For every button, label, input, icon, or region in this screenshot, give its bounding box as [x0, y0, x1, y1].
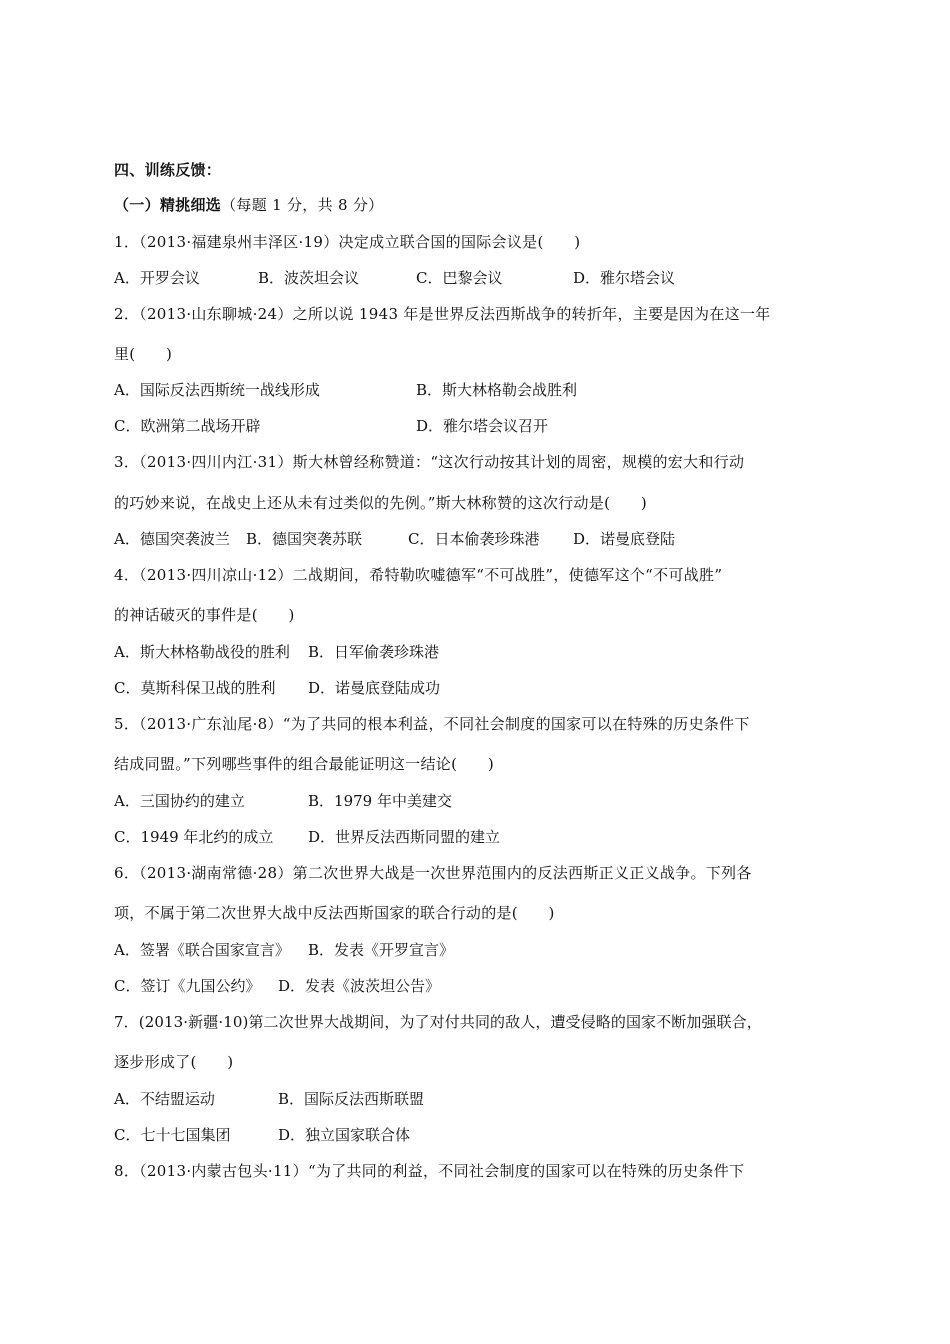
- q5-option-b: B．1979 年中美建交: [308, 792, 452, 810]
- q7-option-b: B．国际反法西斯联盟: [278, 1090, 425, 1108]
- q5-option-c: C．1949 年北约的成立: [114, 828, 274, 846]
- q5-option-a: A．三国协约的建立: [114, 792, 245, 810]
- question-5-stem-line-1: 5．（2013·广东汕尾·8）“为了共同的根本利益，不同社会制度的国家可以在特殊的历史条件下: [114, 715, 750, 733]
- q2-option-c: C．欧洲第二战场开辟: [114, 417, 261, 435]
- question-7-stem-line-1: 7．(2013·新疆·10)第二次世界大战期间，为了对付共同的敌人，遭受侵略的国家不断加强联合，: [114, 1013, 762, 1031]
- q6-option-d: D．发表《波茨坦公告》: [278, 977, 441, 995]
- question-7-stem-line-2: 逐步形成了( ): [114, 1053, 234, 1071]
- question-8-stem-line-1: 8．（2013·内蒙古包头·11）“为了共同的利益，不同社会制度的国家可以在特殊的历史条件下: [114, 1162, 745, 1180]
- q3-option-c: C．日本偷袭珍珠港: [408, 530, 540, 548]
- question-2-stem-line-2: 里( ): [114, 345, 173, 363]
- question-3-stem-line-1: 3．（2013·四川内江·31）斯大林曾经称赞道：“这次行动按其计划的周密，规模的宏大和行动: [114, 453, 745, 471]
- question-3-stem-line-2: 的巧妙来说，在战史上还从未有过类似的先例。”斯大林称赞的这次行动是( ): [114, 494, 647, 512]
- q3-option-d: D．诺曼底登陆: [573, 530, 676, 548]
- q4-option-d: D．诺曼底登陆成功: [308, 679, 441, 697]
- q1-option-b: B．波茨坦会议: [258, 269, 360, 287]
- q6-option-b: B．发表《开罗宣言》: [308, 941, 455, 959]
- question-1-stem: 1．（2013·福建泉州丰泽区·19）决定成立联合国的国际会议是( ): [114, 233, 581, 251]
- q7-option-d: D．独立国家联合体: [278, 1126, 411, 1144]
- q3-option-a: A．德国突袭波兰: [114, 530, 230, 548]
- q1-option-a: A．开罗会议: [114, 269, 200, 287]
- question-5-stem-line-2: 结成同盟。”下列哪些事件的组合最能证明这一结论( ): [114, 755, 494, 773]
- q5-option-d: D．世界反法西斯同盟的建立: [308, 828, 501, 846]
- q2-option-a: A．国际反法西斯统一战线形成: [114, 381, 320, 399]
- q2-option-b: B．斯大林格勒会战胜利: [416, 381, 578, 399]
- subsection-heading: [114, 195, 383, 215]
- q3-option-b: B．德国突袭苏联: [246, 530, 363, 548]
- question-6-stem-line-2: 项，不属于第二次世界大战中反法西斯国家的联合行动的是( ): [114, 904, 555, 922]
- q4-option-c: C．莫斯科保卫战的胜利: [114, 679, 276, 697]
- question-4-stem-line-2: 的神话破灭的事件是( ): [114, 606, 295, 624]
- question-2-stem-line-1: 2．（2013·山东聊城·24）之所以说 1943 年是世界反法西斯战争的转折年，主要是因为在这一年: [114, 305, 771, 323]
- question-6-stem-line-1: 6．（2013·湖南常德·28）第二次世界大战是一次世界范围内的反法西斯正义正义战争。下列各: [114, 864, 752, 882]
- q1-option-c: C．巴黎会议: [416, 269, 503, 287]
- subsection-note: （每题 1 分，共 8 分）: [221, 196, 384, 214]
- q4-option-a: A．斯大林格勒战役的胜利: [114, 643, 290, 661]
- q4-option-b: B．日军偷袭珍珠港: [308, 643, 440, 661]
- section-heading: 四、训练反馈：: [114, 161, 222, 179]
- q7-option-a: A．不结盟运动: [114, 1090, 215, 1108]
- q2-option-d: D．雅尔塔会议召开: [416, 417, 549, 435]
- q7-option-c: C．七十七国集团: [114, 1126, 231, 1144]
- q6-option-a: A．签署《联合国家宣言》: [114, 941, 290, 959]
- q6-option-c: C．签订《九国公约》: [114, 977, 261, 995]
- q1-option-d: D．雅尔塔会议: [573, 269, 676, 287]
- question-4-stem-line-1: 4．（2013·四川凉山·12）二战期间，希特勒吹嘘德军“不可战胜”，使德军这个“不可战胜”: [114, 566, 723, 584]
- subsection-label: （一）精挑细选: [114, 196, 222, 214]
